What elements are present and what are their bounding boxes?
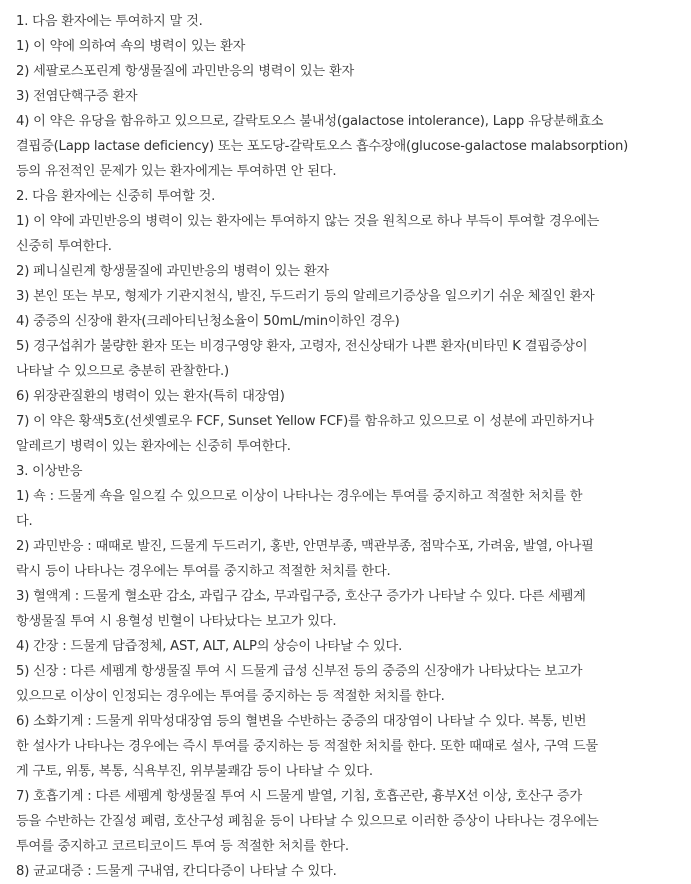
text-line: 5) 경구섭취가 불량한 환자 또는 비경구영양 환자, 고령자, 전신상태가 나쁜 환자(비타민 K 결핍증상이 bbox=[16, 339, 588, 354]
text-line: 2) 세팔로스포린계 항생물질에 과민반응의 병력이 있는 환자 bbox=[16, 64, 355, 79]
section-heading-adverse-reactions: 3. 이상반응 bbox=[16, 464, 83, 479]
section-heading-contraindications: 1. 다음 환자에는 투여하지 말 것. bbox=[16, 14, 203, 29]
text-line: 4) 간장 : 드물게 담즙정체, AST, ALT, ALP의 상승이 나타날 수 있다. bbox=[16, 639, 403, 654]
text-line: 2) 과민반응 : 때때로 발진, 드물게 두드러기, 홍반, 안면부종, 맥관부종, 점막수포, 가려움, 발열, 아나필 bbox=[16, 539, 594, 554]
text-line: 4) 이 약은 유당을 함유하고 있으므로, 갈락토오스 불내성(galactose intolerance), Lapp 유당분해효소 bbox=[16, 114, 604, 129]
text-line: 알레르기 병력이 있는 환자에는 신중히 투여한다. bbox=[16, 439, 291, 454]
text-line: 다. bbox=[16, 514, 33, 529]
text-line: 1) 이 약에 의하여 쇽의 병력이 있는 환자 bbox=[16, 39, 246, 54]
section-heading-careful-administration: 2. 다음 환자에는 신중히 투여할 것. bbox=[16, 189, 216, 204]
text-line: 투여를 중지하고 코르티코이드 투여 등 적절한 처치를 한다. bbox=[16, 839, 349, 854]
text-line: 신중히 투여한다. bbox=[16, 239, 112, 254]
text-line: 등의 유전적인 문제가 있는 환자에게는 투여하면 안 된다. bbox=[16, 164, 337, 179]
text-line: 락시 등이 나타나는 경우에는 투여를 중지하고 적절한 처치를 한다. bbox=[16, 564, 391, 579]
top-spacer bbox=[16, 0, 683, 9]
text-line: 7) 이 약은 황색5호(선셋옐로우 FCF, Sunset Yellow FCF)를 함유하고 있으므로 이 성분에 과민하거나 bbox=[16, 414, 594, 429]
text-line: 3) 혈액계 : 드물게 혈소판 감소, 과립구 감소, 무과립구증, 호산구 증가가 나타날 수 있다. 다른 세펨계 bbox=[16, 589, 586, 604]
text-line: 7) 호흡기계 : 다른 세펨계 항생물질 투여 시 드물게 발열, 기침, 호흡곤란, 흉부X선 이상, 호산구 증가 bbox=[16, 789, 583, 804]
text-line: 8) 균교대증 : 드물게 구내염, 칸디다증이 나타날 수 있다. bbox=[16, 864, 337, 879]
text-line: 3) 본인 또는 부모, 형제가 기관지천식, 발진, 두드러기 등의 알레르기증상을 일으키기 쉬운 체질인 환자 bbox=[16, 289, 595, 304]
text-line: 결핍증(Lapp lactase deficiency) 또는 포도당-갈락토오스 흡수장애(glucose-galactose malabsorption) bbox=[16, 139, 629, 154]
text-line: 게 구토, 위통, 복통, 식욕부진, 위부불쾌감 등이 나타날 수 있다. bbox=[16, 764, 373, 779]
text-line: 1) 이 약에 과민반응의 병력이 있는 환자에는 투여하지 않는 것을 원칙으로 하나 부득이 투여할 경우에는 bbox=[16, 214, 600, 229]
text-line: 2) 페니실린계 항생물질에 과민반응의 병력이 있는 환자 bbox=[16, 264, 329, 279]
text-line: 3) 전염단핵구증 환자 bbox=[16, 89, 138, 104]
text-line: 한 설사가 나타나는 경우에는 즉시 투여를 중지하는 등 적절한 처치를 한다. 또한 때때로 설사, 구역 드물 bbox=[16, 739, 598, 754]
text-line: 1) 쇽 : 드물게 쇽을 일으킬 수 있으므로 이상이 나타나는 경우에는 투여를 중지하고 적절한 처치를 한 bbox=[16, 489, 583, 504]
text-line: 4) 중증의 신장애 환자(크레아티닌청소율이 50mL/min이하인 경우) bbox=[16, 314, 400, 329]
text-line: 항생물질 투여 시 용혈성 빈혈이 나타났다는 보고가 있다. bbox=[16, 614, 337, 629]
text-line: 등을 수반하는 간질성 폐렴, 호산구성 폐침윤 등이 나타날 수 있으므로 이러한 증상이 나타나는 경우에는 bbox=[16, 814, 599, 829]
text-line: 있으므로 이상이 인정되는 경우에는 투여를 중지하는 등 적절한 처치를 한다. bbox=[16, 689, 445, 704]
text-line: 5) 신장 : 다른 세펨계 항생물질 투여 시 드물게 급성 신부전 등의 중증의 신장애가 나타났다는 보고가 bbox=[16, 664, 583, 679]
text-line: 6) 소화기계 : 드물게 위막성대장염 등의 혈변을 수반하는 중증의 대장염이 나타날 수 있다. 복통, 빈번 bbox=[16, 714, 587, 729]
text-line: 6) 위장관질환의 병력이 있는 환자(특히 대장염) bbox=[16, 389, 285, 404]
text-line: 나타날 수 있으므로 충분히 관찰한다.) bbox=[16, 364, 229, 379]
